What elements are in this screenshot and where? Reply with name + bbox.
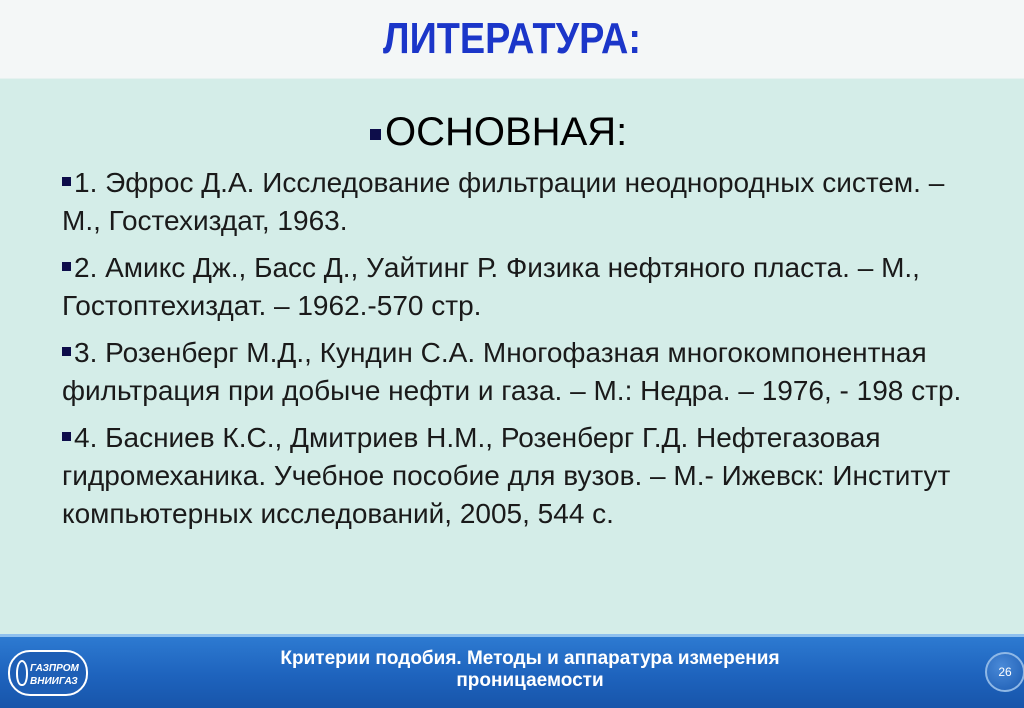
reference-text: 2. Амикс Дж., Басс Д., Уайтинг Р. Физика нефтяного пласта. – М., Гостоптехиздат. – 1962.-570 стр. [62, 252, 920, 321]
slide-title: ЛИТЕРАТУРА: [383, 14, 641, 63]
square-bullet-icon [62, 347, 71, 356]
logo-text-line2: ВНИИГАЗ [30, 676, 78, 687]
reference-list [62, 164, 982, 542]
square-bullet-icon [370, 129, 381, 140]
footer-caption-line1: Критерии подобия. Методы и аппаратура измерения [280, 648, 780, 669]
square-bullet-icon [62, 262, 71, 271]
reference-item [62, 164, 982, 240]
flame-icon [16, 660, 28, 686]
square-bullet-icon [62, 432, 71, 441]
logo-text-line1: ГАЗПРОМ [30, 663, 79, 674]
section-heading [370, 110, 627, 155]
reference-text: 3. Розенберг М.Д., Кундин С.А. Многофазная многокомпонентная фильтрация при добыче нефти и газа. – М.: Недра. – 1976, - 198 стр. [62, 337, 962, 406]
reference-item [62, 334, 982, 410]
reference-item [62, 249, 982, 325]
section-heading-text: ОСНОВНАЯ: [385, 110, 628, 154]
reference-text: 1. Эфрос Д.А. Исследование фильтрации неоднородных систем. – М., Гостехиздат, 1963. [62, 167, 945, 236]
footer-caption-line2: проницаемости [456, 670, 604, 691]
reference-item [62, 419, 982, 533]
square-bullet-icon [62, 177, 71, 186]
reference-text: 4. Басниев К.С., Дмитриев Н.М., Розенберг Г.Д. Нефтегазовая гидромеханика. Учебное пособие для вузов. – М.- Ижевск: Институт компьютерных исследований, 2005, 544 с. [62, 422, 951, 529]
footer-caption [180, 648, 880, 692]
page-number-badge: 26 [985, 652, 1024, 692]
